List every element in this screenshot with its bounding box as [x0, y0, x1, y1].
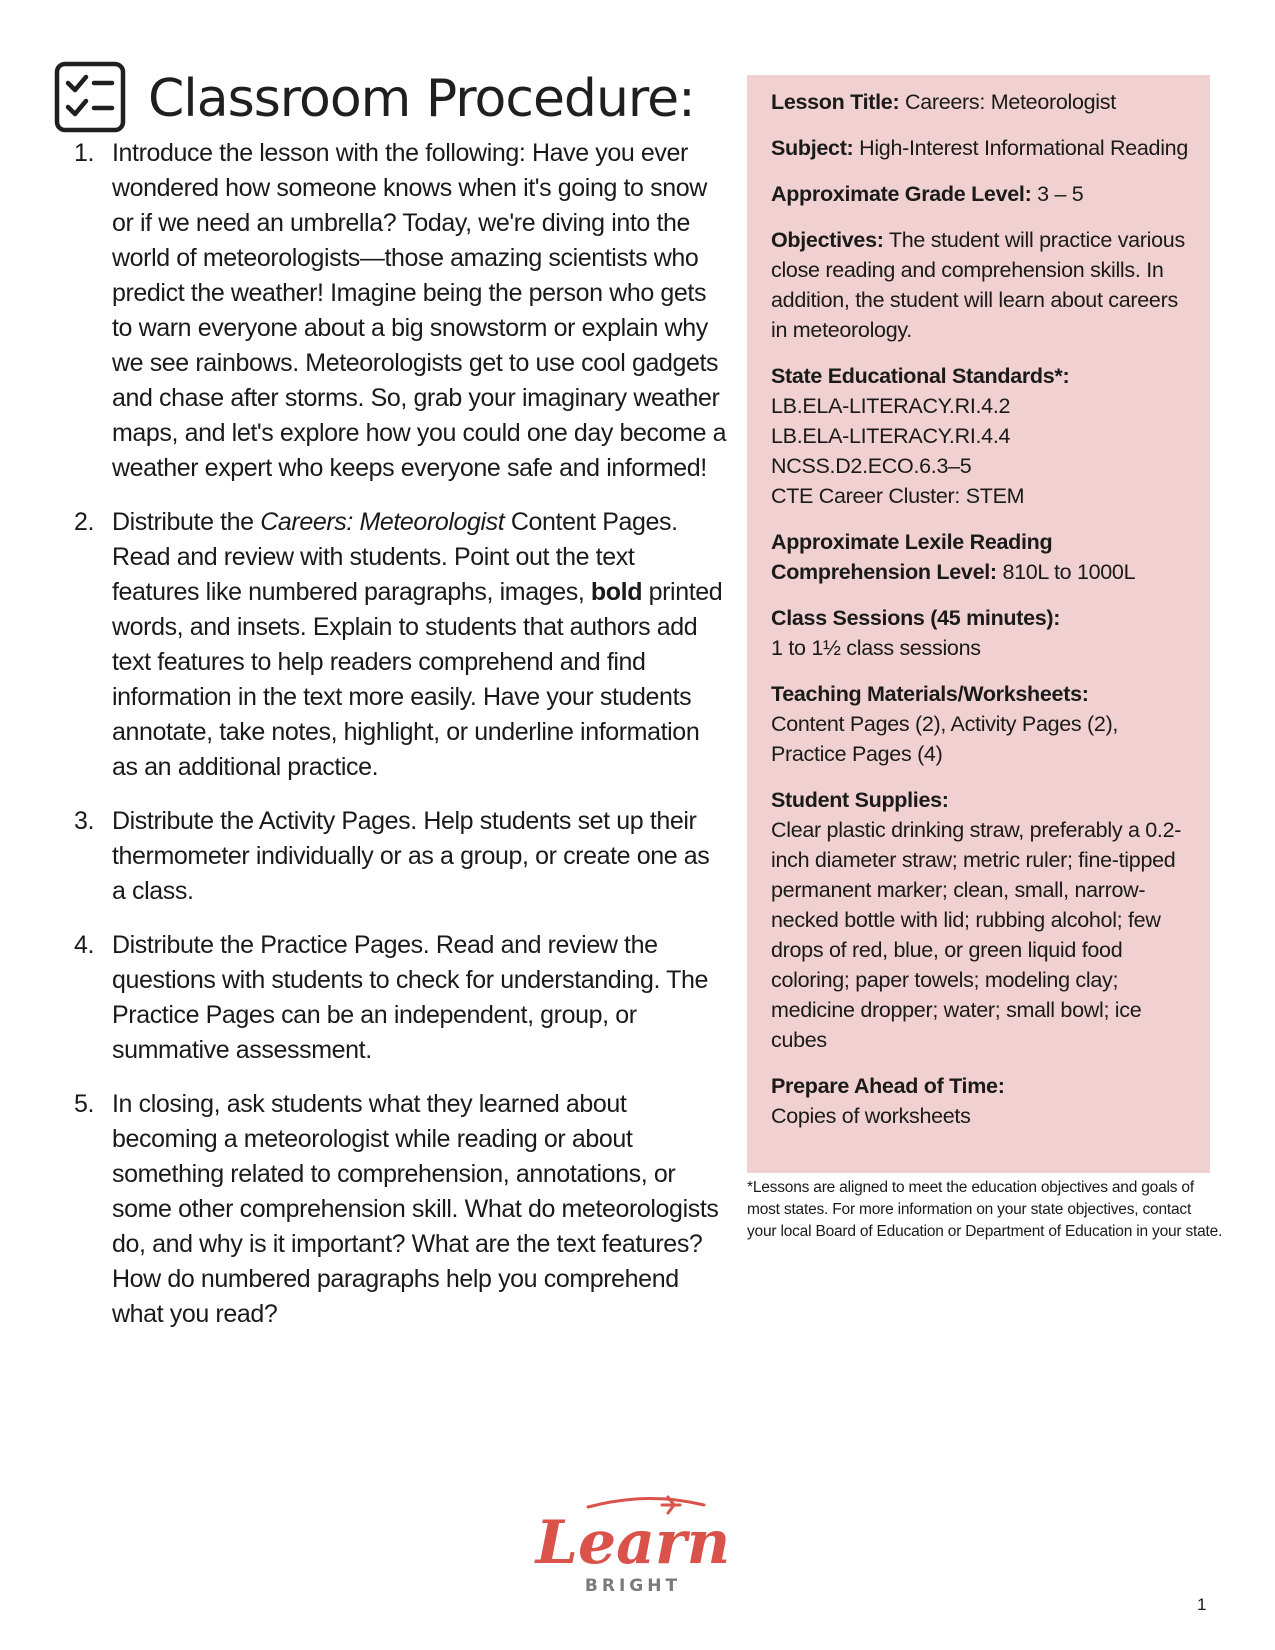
step-text: Distribute the Activity Pages. Help students set up their thermometer individually or as a group, or create one as a class.: [112, 807, 710, 905]
page-number: 1: [1197, 1595, 1207, 1614]
standard-item: LB.ELA-LITERACY.RI.4.4: [771, 424, 1011, 448]
standard-item: NCSS.D2.ECO.6.3–5: [771, 454, 972, 478]
svg-text:Learn: Learn: [535, 1508, 731, 1578]
svg-text:BRIGHT: BRIGHT: [584, 1576, 682, 1596]
procedure-list: [68, 136, 728, 1351]
standards-footnote: *Lessons are aligned to meet the education objectives and goals of most states. For more information on your state objectives, contact your local Board of Education or Department of Education in your state.: [747, 1179, 1223, 1240]
step-text: Distribute the Practice Pages. Read and review the questions with students to check for understanding. The Practice Pages can be an independent, group, or summative assessment.: [112, 931, 708, 1064]
procedure-step: 3. Distribute the Activity Pages. Help students set up their thermometer individually or as a group, or create one as a class.: [74, 807, 710, 905]
standard-item: LB.ELA-LITERACY.RI.4.2: [771, 394, 1011, 418]
checklist-icon: [54, 61, 126, 133]
objectives-field: Objectives: The student will practice various close reading and comprehension skills. In addition, the student will learn about careers in meteorology.: [771, 228, 1185, 342]
procedure-step: 5. In closing, ask students what they learned about becoming a meteorologist while reading or about something related to comprehension, annotations, or some other comprehension skill. What do meteorologists do, and why is it important? What are the text features? How do numbered paragraphs help you comprehend what you read?: [74, 1090, 719, 1328]
subject-field: Subject: High-Interest Informational Reading: [771, 136, 1188, 160]
page-title: Classroom Procedure:: [148, 69, 695, 129]
lesson-info-panel: [747, 75, 1210, 1173]
standard-item: CTE Career Cluster: STEM: [771, 484, 1025, 508]
lexile-field: Approximate Lexile Reading Comprehension Level: 810L to 1000L: [771, 530, 1136, 584]
prepare-ahead-field: Prepare Ahead of Time: Copies of worksheets: [771, 1074, 1005, 1128]
step-text: Introduce the lesson with the following: Have you ever wondered how someone knows when it's going to snow or if we need an umbrella? Today, we're diving into the world of meteorologists—those amazing scientists who predict the weather! Imagine being the person who gets to warn everyone about a big snowstorm or explain why we see rainbows. Meteorologists get to use cool gadgets and chase after storms. So, grab your imaginary weather maps, and let's explore how you could one day become a weather expert who keeps everyone safe and informed!: [112, 139, 727, 482]
teaching-materials-field: Teaching Materials/Worksheets: Content Pages (2), Activity Pages (2), Practice Pages (4): [771, 682, 1119, 766]
class-sessions-field: Class Sessions (45 minutes): 1 to 1½ class sessions: [771, 606, 1061, 660]
grade-level-field: Approximate Grade Level: 3 – 5: [771, 182, 1084, 206]
page-header: [54, 52, 695, 142]
procedure-step: 1. Introduce the lesson with the following: Have you ever wondered how someone knows when it's going to snow or if we need an umbrella? Today, we're diving into the world of meteorologists—those amazing scientists who predict the weather! Imagine being the person who gets to warn everyone about a big snowstorm or explain why we see rainbows. Meteorologists get to use cool gadgets and chase after storms. So, grab your imaginary weather maps, and let's explore how you could one day become a weather expert who keeps everyone safe and informed!: [74, 139, 727, 482]
student-supplies-field: Student Supplies: Clear plastic drinking straw, preferably a 0.2-inch diameter straw; metric ruler; fine-tipped permanent marker; clean, small, narrow-necked bottle with lid; rubbing alcohol; few drops of red, blue, or green liquid food coloring; paper towels; modeling clay; medicine dropper; water; small bowl; ice cubes: [771, 788, 1182, 1052]
procedure-step: 2. Distribute the Careers: Meteorologist Content Pages. Read and review with students. Point out the text features like numbered paragraphs, images, bold printed words, and insets. Explain to students that authors add text features to help readers comprehend and find information in the text more easily. Have your students annotate, take notes, highlight, or underline information as an additional practice.: [74, 508, 723, 781]
lesson-title-field: Lesson Title: Careers: Meteorologist: [771, 90, 1116, 114]
step-text: In closing, ask students what they learned about becoming a meteorologist while reading or about something related to comprehension, annotations, or some other comprehension skill. What do meteorologists do, and why is it important? What are the text features? How do numbered paragraphs help you comprehend what you read?: [112, 1090, 719, 1328]
learn-bright-logo: [528, 1495, 738, 1600]
step-text: Distribute the Careers: Meteorologist Content Pages. Read and review with students. Point out the text features like numbered paragraphs, images, bold printed words, and insets. Explain to students that authors add text features to help readers comprehend and find information in the text more easily. Have your students annotate, take notes, highlight, or underline information as an additional practice.: [112, 508, 723, 781]
procedure-step: 4. Distribute the Practice Pages. Read and review the questions with students to check for understanding. The Practice Pages can be an independent, group, or summative assessment.: [74, 931, 708, 1064]
standards-field: State Educational Standards*: LB.ELA-LITERACY.RI.4.2 LB.ELA-LITERACY.RI.4.4 NCSS.D2.ECO.6.3–5 CTE Career Cluster: STEM: [771, 361, 1190, 511]
